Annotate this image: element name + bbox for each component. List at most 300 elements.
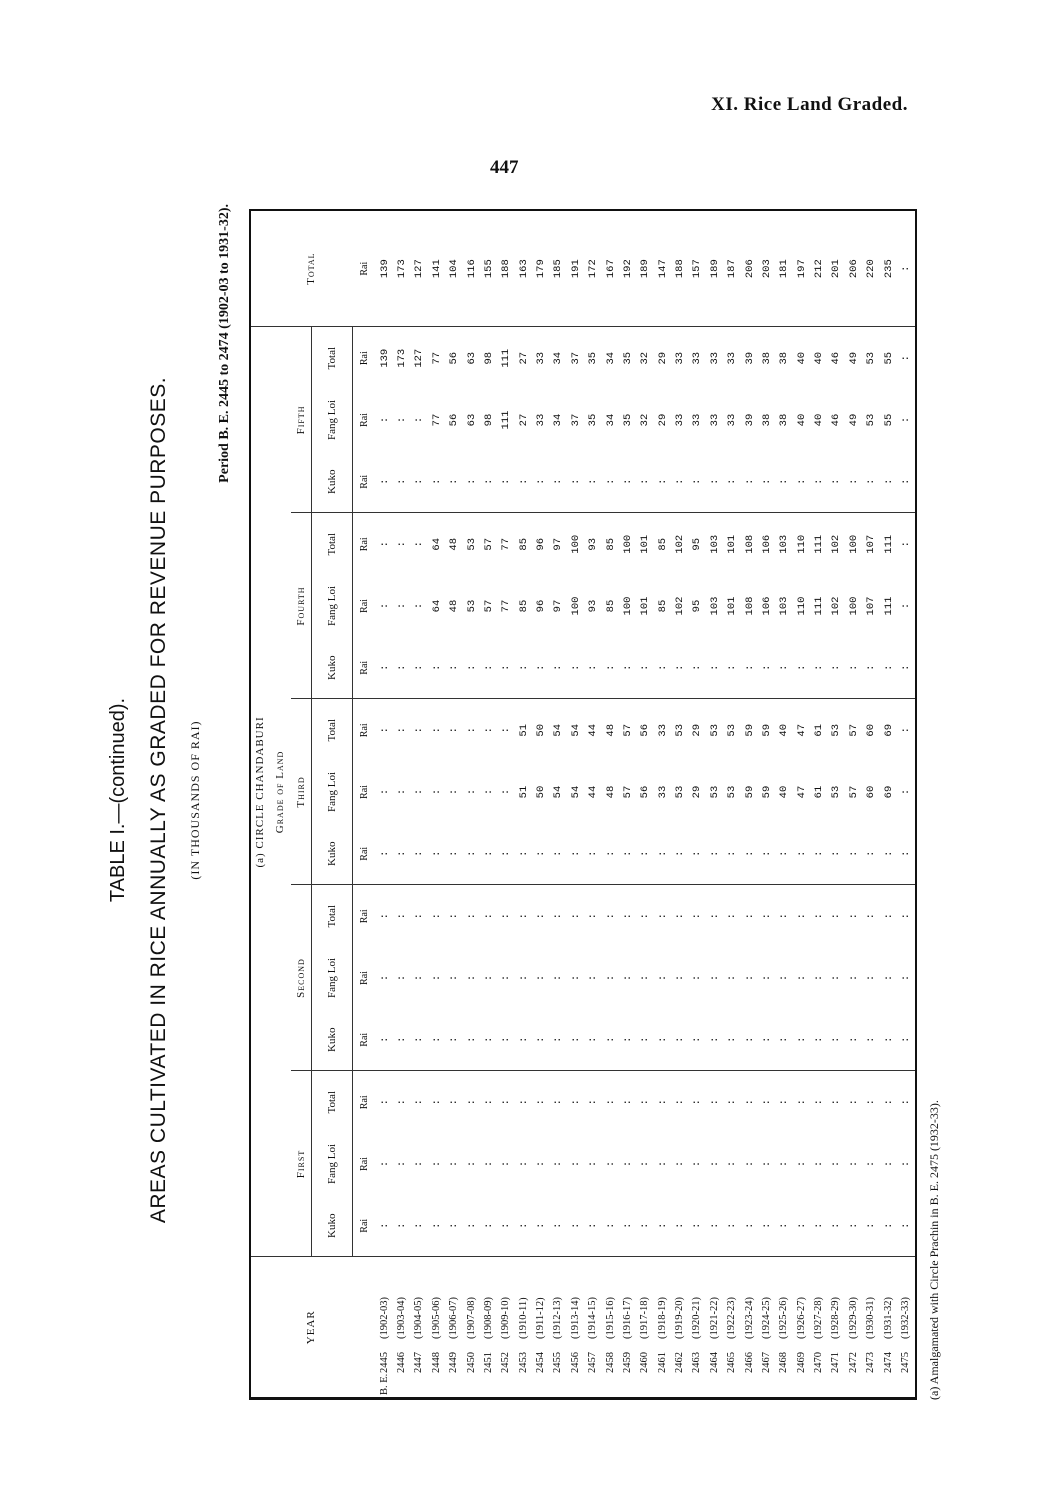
data-cell: : bbox=[448, 1160, 461, 1168]
data-cell: : bbox=[795, 1099, 808, 1106]
year-cell bbox=[863, 1257, 880, 1397]
data-cell: 100 bbox=[569, 596, 582, 616]
data-cell: : bbox=[899, 355, 912, 362]
ad-year: (1903-04) bbox=[396, 1297, 408, 1339]
data-cell: 197 bbox=[793, 211, 810, 327]
unit-label: Rai bbox=[359, 351, 371, 366]
data-cell: 107 bbox=[865, 596, 878, 616]
data-cell: : bbox=[481, 637, 498, 699]
data-cell: : bbox=[465, 1160, 478, 1168]
data-cell: : bbox=[689, 1009, 706, 1071]
data-cell: : bbox=[448, 788, 461, 796]
data-cell: : bbox=[550, 637, 567, 699]
data-cell: : bbox=[778, 974, 791, 982]
data-cell: 53 bbox=[708, 723, 721, 737]
data-cell: : bbox=[776, 1195, 793, 1257]
data-cell: 33 bbox=[656, 785, 669, 799]
data-cell: : bbox=[621, 913, 634, 920]
data-cell: : bbox=[604, 913, 617, 920]
data-cell: : bbox=[413, 1099, 426, 1106]
ad-year: (1919-20) bbox=[674, 1297, 686, 1339]
ad-year: (1912-13) bbox=[552, 1297, 564, 1339]
data-cell: : bbox=[533, 451, 550, 513]
be-year: 2470 bbox=[813, 1352, 825, 1373]
data-cell: : bbox=[396, 416, 409, 424]
data-cell: : bbox=[813, 974, 826, 982]
year-cell bbox=[428, 1257, 445, 1397]
data-cell: 56 bbox=[448, 413, 461, 427]
data-cell: : bbox=[847, 974, 860, 982]
data-cell: : bbox=[465, 727, 478, 734]
data-cell: 155 bbox=[481, 211, 498, 327]
data-cell: 100 bbox=[847, 596, 860, 616]
data-cell: 57 bbox=[621, 723, 634, 737]
data-cell: : bbox=[672, 1195, 689, 1257]
data-cell: : bbox=[396, 1160, 409, 1168]
data-cell: : bbox=[378, 788, 391, 796]
data-cell: : bbox=[845, 451, 862, 513]
data-cell: : bbox=[708, 974, 721, 982]
data-cell: 57 bbox=[847, 723, 860, 737]
data-cell: : bbox=[656, 913, 669, 920]
data-cell: : bbox=[430, 788, 443, 796]
data-cell: : bbox=[394, 1195, 411, 1257]
data-cell: : bbox=[411, 637, 428, 699]
table-row bbox=[515, 211, 532, 1397]
data-cell: 106 bbox=[760, 534, 773, 554]
data-cell: : bbox=[585, 1195, 602, 1257]
data-cell: : bbox=[481, 451, 498, 513]
data-cell: : bbox=[604, 1160, 617, 1168]
data-cell: 108 bbox=[743, 596, 756, 616]
ad-year: (1913-14) bbox=[569, 1297, 581, 1339]
data-cell: : bbox=[898, 637, 915, 699]
data-cell: : bbox=[413, 1160, 426, 1168]
ad-year: (1910-11) bbox=[517, 1297, 529, 1339]
data-cell: : bbox=[898, 211, 915, 327]
data-cell: : bbox=[828, 823, 845, 885]
data-cell: : bbox=[828, 451, 845, 513]
data-cell: : bbox=[708, 1099, 721, 1106]
data-cell: 111 bbox=[813, 596, 826, 616]
data-cell: 44 bbox=[587, 723, 600, 737]
data-cell: 50 bbox=[535, 785, 548, 799]
ad-year: (1908-09) bbox=[482, 1297, 494, 1339]
data-cell: 103 bbox=[778, 596, 791, 616]
data-cell: : bbox=[741, 1009, 758, 1071]
ad-year: (1928-29) bbox=[830, 1297, 842, 1339]
unit-label: Rai bbox=[359, 785, 371, 799]
be-year: 2458 bbox=[604, 1352, 616, 1373]
data-cell: 201 bbox=[828, 211, 845, 327]
table-row bbox=[654, 211, 671, 1397]
data-cell: : bbox=[830, 1099, 843, 1106]
data-cell: : bbox=[396, 913, 409, 920]
data-cell: : bbox=[378, 602, 391, 610]
data-cell: : bbox=[637, 1195, 654, 1257]
data-cell: : bbox=[396, 788, 409, 796]
be-year: 2449 bbox=[448, 1352, 460, 1373]
data-cell: 33 bbox=[726, 351, 739, 365]
data-cell: : bbox=[376, 451, 393, 513]
be-year: 2452 bbox=[500, 1352, 512, 1373]
data-cell: : bbox=[621, 1160, 634, 1168]
data-cell: : bbox=[587, 1099, 600, 1106]
data-cell: : bbox=[569, 1160, 582, 1168]
year-header-cell bbox=[251, 1257, 269, 1397]
data-cell: : bbox=[446, 1009, 463, 1071]
data-cell: : bbox=[411, 451, 428, 513]
table-row bbox=[411, 211, 428, 1397]
data-cell: 110 bbox=[795, 596, 808, 616]
data-cell: : bbox=[654, 1195, 671, 1257]
year-cell bbox=[845, 1257, 862, 1397]
data-cell: : bbox=[706, 1009, 723, 1071]
data-cell: : bbox=[378, 541, 391, 548]
data-cell: 185 bbox=[550, 211, 567, 327]
data-cell: 104 bbox=[446, 211, 463, 327]
data-cell: : bbox=[691, 913, 704, 920]
data-cell: : bbox=[394, 451, 411, 513]
ad-year: (1922-23) bbox=[726, 1297, 738, 1339]
data-cell: : bbox=[847, 913, 860, 920]
data-cell: : bbox=[481, 1195, 498, 1257]
data-cell: 60 bbox=[865, 785, 878, 799]
table-row bbox=[602, 211, 619, 1397]
data-cell: : bbox=[587, 974, 600, 982]
table-frame bbox=[249, 209, 917, 1400]
ad-year: (1906-07) bbox=[448, 1297, 460, 1339]
data-cell: : bbox=[621, 1099, 634, 1106]
ad-year: (1907-08) bbox=[465, 1297, 477, 1339]
data-cell: : bbox=[654, 1009, 671, 1071]
data-cell: : bbox=[847, 1160, 860, 1168]
data-cell: : bbox=[376, 823, 393, 885]
be-year: 2462 bbox=[674, 1352, 686, 1373]
data-cell: : bbox=[637, 637, 654, 699]
data-cell: 33 bbox=[535, 351, 548, 365]
data-cell: : bbox=[726, 1099, 739, 1106]
data-cell: : bbox=[396, 727, 409, 734]
data-cell: 101 bbox=[639, 596, 652, 616]
data-cell: : bbox=[585, 1009, 602, 1071]
data-cell: : bbox=[448, 974, 461, 982]
ad-year: (1905-06) bbox=[430, 1297, 442, 1339]
data-cell: : bbox=[743, 913, 756, 920]
ad-year: (1930-31) bbox=[865, 1297, 877, 1339]
data-cell: : bbox=[430, 727, 443, 734]
data-cell: : bbox=[515, 823, 532, 885]
data-cell: : bbox=[378, 974, 391, 982]
data-cell: : bbox=[585, 637, 602, 699]
data-cell: : bbox=[500, 727, 513, 734]
data-cell: : bbox=[880, 451, 897, 513]
data-cell: : bbox=[500, 974, 513, 982]
data-cell: : bbox=[428, 823, 445, 885]
data-cell: 85 bbox=[604, 599, 617, 613]
data-cell: 60 bbox=[865, 723, 878, 737]
data-cell: : bbox=[776, 637, 793, 699]
data-cell: : bbox=[498, 823, 515, 885]
data-cell: : bbox=[376, 1195, 393, 1257]
be-year: 2461 bbox=[656, 1352, 668, 1373]
data-cell: : bbox=[448, 913, 461, 920]
data-cell: : bbox=[569, 974, 582, 982]
data-cell: 39 bbox=[743, 413, 756, 427]
data-cell: : bbox=[656, 974, 669, 982]
data-cell: 101 bbox=[726, 596, 739, 616]
data-cell: 189 bbox=[637, 211, 654, 327]
subcol-header: Kuko bbox=[312, 1009, 353, 1071]
data-cell: 77 bbox=[430, 351, 443, 365]
year-cell bbox=[689, 1257, 706, 1397]
data-cell: 64 bbox=[430, 537, 443, 551]
data-cell: : bbox=[898, 823, 915, 885]
data-cell: 111 bbox=[500, 348, 513, 368]
data-cell: 53 bbox=[465, 599, 478, 613]
data-cell: : bbox=[689, 823, 706, 885]
data-cell: : bbox=[724, 1195, 741, 1257]
data-cell: : bbox=[637, 823, 654, 885]
subcol-header: Fang Loi bbox=[312, 389, 353, 451]
data-cell: : bbox=[689, 1195, 706, 1257]
ad-year: (1902-03) bbox=[378, 1297, 390, 1339]
data-cell: : bbox=[430, 913, 443, 920]
data-cell: : bbox=[656, 1160, 669, 1168]
table-row bbox=[689, 211, 706, 1397]
data-cell: : bbox=[813, 913, 826, 920]
data-cell: : bbox=[880, 1195, 897, 1257]
data-cell: 111 bbox=[882, 596, 895, 616]
data-cell: : bbox=[760, 974, 773, 982]
data-cell: : bbox=[898, 1009, 915, 1071]
data-cell: : bbox=[602, 823, 619, 885]
data-cell: : bbox=[672, 451, 689, 513]
year-cell bbox=[828, 1257, 845, 1397]
data-cell: 27 bbox=[517, 413, 530, 427]
subcol-header: Kuko bbox=[312, 823, 353, 885]
data-cell: : bbox=[620, 637, 637, 699]
data-cell: : bbox=[515, 1009, 532, 1071]
data-cell: : bbox=[708, 913, 721, 920]
data-cell: 179 bbox=[533, 211, 550, 327]
data-cell: 33 bbox=[674, 413, 687, 427]
data-cell: : bbox=[793, 1195, 810, 1257]
year-cell bbox=[446, 1257, 463, 1397]
data-cell: 53 bbox=[865, 351, 878, 365]
data-cell: : bbox=[517, 1099, 530, 1106]
data-cell: : bbox=[899, 1160, 912, 1168]
data-cell: 46 bbox=[830, 413, 843, 427]
data-cell: 32 bbox=[639, 351, 652, 365]
grade-header-1: Second bbox=[291, 885, 312, 1071]
data-cell: 53 bbox=[865, 413, 878, 427]
data-cell: : bbox=[481, 1009, 498, 1071]
data-cell: : bbox=[413, 974, 426, 982]
year-cell bbox=[776, 1257, 793, 1397]
data-cell: : bbox=[533, 1195, 550, 1257]
data-cell: 187 bbox=[724, 211, 741, 327]
data-cell: 172 bbox=[585, 211, 602, 327]
data-cell: : bbox=[552, 913, 565, 920]
data-cell: : bbox=[691, 974, 704, 982]
data-cell: 53 bbox=[830, 723, 843, 737]
table-row bbox=[811, 211, 828, 1397]
data-cell: 51 bbox=[517, 723, 530, 737]
be-year: 2473 bbox=[865, 1352, 877, 1373]
data-cell: 85 bbox=[517, 537, 530, 551]
data-cell: : bbox=[656, 1099, 669, 1106]
year-cell bbox=[759, 1257, 776, 1397]
data-cell: : bbox=[500, 1160, 513, 1168]
data-cell: : bbox=[654, 451, 671, 513]
data-cell: : bbox=[602, 1009, 619, 1071]
data-cell: 53 bbox=[708, 785, 721, 799]
unit-label: Rai bbox=[359, 413, 371, 427]
data-cell: : bbox=[587, 1160, 600, 1168]
year-cell bbox=[620, 1257, 637, 1397]
subcol-header: Total bbox=[312, 699, 353, 761]
data-cell: 33 bbox=[726, 413, 739, 427]
data-cell: 57 bbox=[847, 785, 860, 799]
data-cell: : bbox=[882, 974, 895, 982]
data-cell: : bbox=[672, 1009, 689, 1071]
data-cell: : bbox=[880, 637, 897, 699]
data-cell: 38 bbox=[760, 351, 773, 365]
data-cell: : bbox=[880, 1009, 897, 1071]
year-cell bbox=[741, 1257, 758, 1397]
data-cell: 64 bbox=[430, 599, 443, 613]
data-cell: 53 bbox=[674, 785, 687, 799]
table-row bbox=[880, 211, 897, 1397]
subcol-header: Kuko bbox=[312, 1195, 353, 1257]
data-cell: 39 bbox=[743, 351, 756, 365]
data-cell: : bbox=[411, 823, 428, 885]
data-cell: : bbox=[724, 823, 741, 885]
data-cell: : bbox=[482, 974, 495, 982]
be-year: 2456 bbox=[569, 1352, 581, 1373]
data-cell: : bbox=[776, 451, 793, 513]
year-cell bbox=[515, 1257, 532, 1397]
data-cell: : bbox=[413, 541, 426, 548]
data-cell: 59 bbox=[743, 785, 756, 799]
data-cell: : bbox=[411, 1009, 428, 1071]
data-cell: : bbox=[811, 1009, 828, 1071]
data-cell: 181 bbox=[776, 211, 793, 327]
subcol-header: Total bbox=[312, 1071, 353, 1133]
data-cell: 141 bbox=[428, 211, 445, 327]
data-cell: : bbox=[793, 637, 810, 699]
data-cell: 53 bbox=[465, 537, 478, 551]
rice-land-table bbox=[251, 211, 915, 1397]
data-cell: : bbox=[378, 1099, 391, 1106]
data-cell: : bbox=[569, 1099, 582, 1106]
data-cell: : bbox=[587, 913, 600, 920]
data-cell: 173 bbox=[396, 348, 409, 368]
data-cell: 55 bbox=[882, 413, 895, 427]
data-cell: : bbox=[706, 637, 723, 699]
data-cell: : bbox=[899, 727, 912, 734]
data-cell: 53 bbox=[726, 723, 739, 737]
data-cell: 85 bbox=[656, 537, 669, 551]
table-row bbox=[828, 211, 845, 1397]
data-cell: 32 bbox=[639, 413, 652, 427]
table-row bbox=[706, 211, 723, 1397]
data-cell: 192 bbox=[620, 211, 637, 327]
data-cell: 103 bbox=[778, 534, 791, 554]
data-cell: : bbox=[882, 1099, 895, 1106]
data-cell: 34 bbox=[604, 351, 617, 365]
data-cell: : bbox=[430, 1160, 443, 1168]
data-cell: 63 bbox=[465, 413, 478, 427]
year-cell bbox=[567, 1257, 584, 1397]
data-cell: 102 bbox=[830, 534, 843, 554]
data-cell: : bbox=[604, 1099, 617, 1106]
data-cell: : bbox=[741, 637, 758, 699]
data-cell: 29 bbox=[691, 785, 704, 799]
data-cell: 44 bbox=[587, 785, 600, 799]
data-cell: : bbox=[465, 974, 478, 982]
data-cell: 29 bbox=[656, 413, 669, 427]
data-cell: 33 bbox=[656, 723, 669, 737]
data-cell: 33 bbox=[708, 351, 721, 365]
data-cell: : bbox=[550, 823, 567, 885]
data-cell: 33 bbox=[674, 351, 687, 365]
year-cell bbox=[585, 1257, 602, 1397]
data-cell: 100 bbox=[621, 534, 634, 554]
data-cell: 57 bbox=[482, 537, 495, 551]
subcol-header: Total bbox=[312, 513, 353, 575]
data-cell: : bbox=[778, 1099, 791, 1106]
data-cell: : bbox=[498, 637, 515, 699]
data-cell: 33 bbox=[708, 413, 721, 427]
data-cell: : bbox=[760, 1099, 773, 1106]
data-cell: : bbox=[811, 637, 828, 699]
table-row bbox=[863, 211, 880, 1397]
unit-label: Rai bbox=[359, 909, 371, 924]
data-cell: 54 bbox=[569, 723, 582, 737]
data-cell: : bbox=[430, 974, 443, 982]
data-cell: : bbox=[517, 1160, 530, 1168]
data-cell: 69 bbox=[882, 785, 895, 799]
data-cell: : bbox=[654, 637, 671, 699]
table-row bbox=[741, 211, 758, 1397]
data-cell: 188 bbox=[672, 211, 689, 327]
data-cell: : bbox=[535, 1099, 548, 1106]
data-cell: : bbox=[706, 823, 723, 885]
data-cell: : bbox=[795, 1160, 808, 1168]
data-cell: : bbox=[465, 1099, 478, 1106]
data-cell: : bbox=[778, 1160, 791, 1168]
table-row bbox=[724, 211, 741, 1397]
data-cell: 173 bbox=[394, 211, 411, 327]
table-units: (IN THOUSANDS OF RAI) bbox=[188, 720, 202, 880]
data-cell: 189 bbox=[706, 211, 723, 327]
data-cell: : bbox=[567, 823, 584, 885]
data-cell: 188 bbox=[498, 211, 515, 327]
data-cell: 163 bbox=[515, 211, 532, 327]
data-cell: : bbox=[654, 823, 671, 885]
data-cell: : bbox=[899, 541, 912, 548]
data-cell: 54 bbox=[569, 785, 582, 799]
data-cell: 27 bbox=[517, 351, 530, 365]
data-cell: : bbox=[845, 1009, 862, 1071]
data-cell: : bbox=[776, 1009, 793, 1071]
data-cell: : bbox=[899, 974, 912, 982]
data-cell: 59 bbox=[743, 723, 756, 737]
data-cell: : bbox=[793, 451, 810, 513]
data-cell: : bbox=[863, 1195, 880, 1257]
